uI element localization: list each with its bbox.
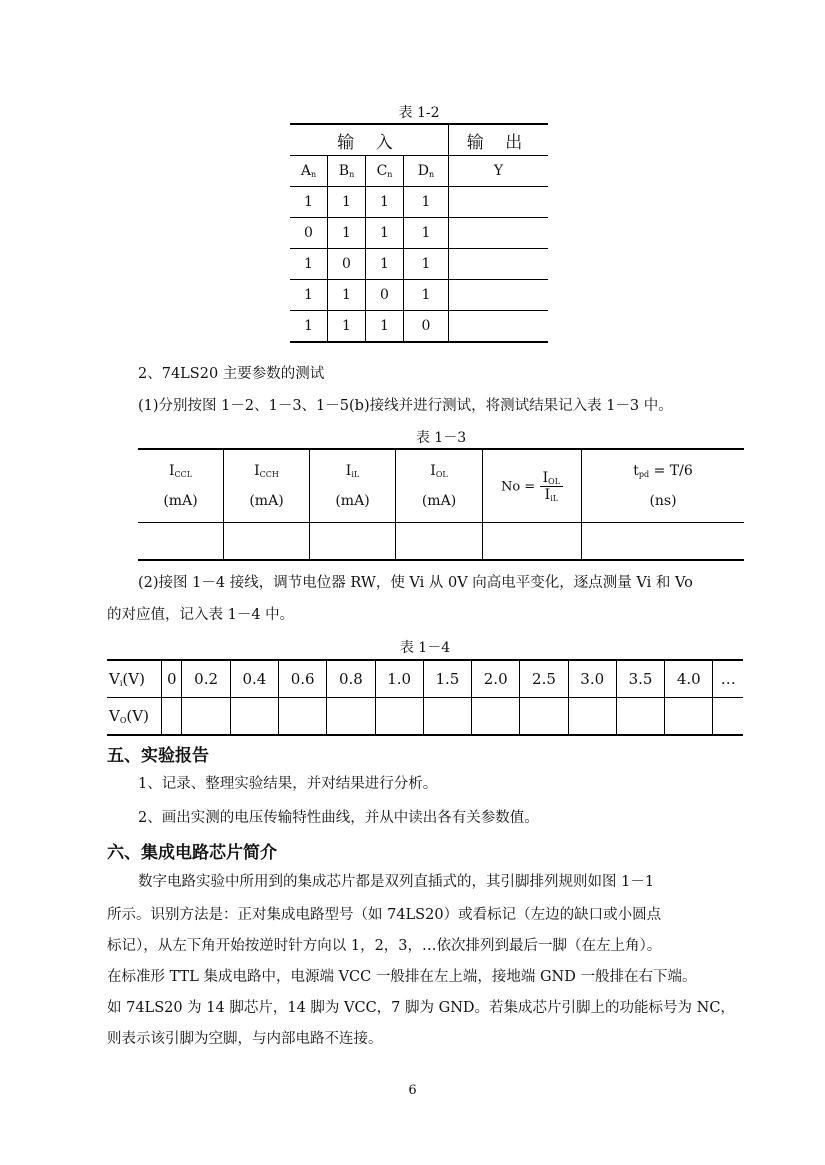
cell: 2.0	[472, 660, 520, 698]
empty-cell	[449, 311, 549, 343]
empty-cell	[520, 698, 568, 736]
iccl-header: $I_{CCL}$ (mA)	[138, 449, 224, 523]
input-header: 输 入	[290, 124, 449, 156]
empty-cell	[375, 698, 423, 736]
table-row	[138, 523, 744, 561]
cell: 0.2	[182, 660, 230, 698]
paragraph-2-line-2: 的对应值，记入表 1－4 中。	[107, 607, 295, 623]
page-number: 6	[408, 1083, 417, 1098]
empty-cell	[423, 698, 471, 736]
section-6-line-1: 数字电路实验中所用到的集成芯片都是双列直插式的，其引脚排列规则如图 1－1	[138, 874, 655, 890]
table-row	[107, 660, 743, 698]
cell: 1.0	[375, 660, 423, 698]
cell: 3.0	[568, 660, 616, 698]
empty-cell	[713, 698, 743, 736]
table-row	[290, 311, 548, 343]
cell: 1	[290, 280, 328, 311]
cell: …	[713, 660, 743, 698]
cell: 0	[366, 280, 404, 311]
table-1-3-caption: 表 1－3	[415, 430, 467, 446]
empty-cell	[449, 249, 549, 280]
col-b-header: $B_n$	[328, 156, 366, 187]
iil-header: $I_{iL}$ (mA)	[310, 449, 396, 523]
empty-cell	[310, 523, 396, 561]
empty-cell	[568, 698, 616, 736]
table-row	[290, 218, 548, 249]
section-2-title: 2、74LS20 主要参数的测试	[138, 366, 325, 382]
cell: 1	[404, 249, 449, 280]
table-1-4-caption: 表 1－4	[399, 640, 451, 656]
cell: 1	[366, 311, 404, 343]
col-c-header: $C_n$	[366, 156, 404, 187]
vi-label: $V_i(V)$	[107, 660, 162, 698]
paragraph-1: (1)分别按图 1－2、1－3、1－5(b)接线并进行测试，将测试结果记入表 1－3 中。	[138, 398, 673, 414]
cell: 1	[328, 187, 366, 218]
cell: 1	[290, 249, 328, 280]
cell: 0.8	[327, 660, 375, 698]
empty-cell	[224, 523, 310, 561]
col-d-header: $D_n$	[404, 156, 449, 187]
section-5-item-2: 2、画出实测的电压传输特性曲线，并从中读出各有关参数值。	[138, 810, 539, 826]
section-6-line-5: 如 74LS20 为 14 脚芯片，14 脚为 VCC，7 脚为 GND。若集成芯片引脚上的功能标号为 NC，	[107, 1000, 735, 1016]
paragraph-2-line-1: (2)接图 1－4 接线，调节电位器 RW，使 Vi 从 0V 向高电平变化，逐点测量 Vi 和 Vo	[138, 575, 693, 591]
cell: 0.6	[279, 660, 327, 698]
cell: 0	[290, 218, 328, 249]
vo-label: $V_O(V)$	[107, 698, 162, 736]
cell: 2.5	[520, 660, 568, 698]
section-5-item-1: 1、记录、整理实验结果，并对结果进行分析。	[138, 776, 438, 792]
table-1-2-caption: 表 1-2	[398, 105, 440, 121]
cell: 1	[328, 311, 366, 343]
cell: 4.0	[665, 660, 713, 698]
table-row	[107, 698, 743, 736]
fanout-fraction: $\frac{I_{OL}}{I_{iL}}$	[540, 470, 563, 503]
section-5-title: 五、实验报告	[107, 746, 209, 766]
table-row	[290, 187, 548, 218]
empty-cell	[449, 280, 549, 311]
cell: 0	[328, 249, 366, 280]
tpd-header: $t_{pd} = T/6$ (ns)	[582, 449, 745, 523]
cell: 0.4	[230, 660, 278, 698]
cell: 1	[366, 218, 404, 249]
empty-cell	[279, 698, 327, 736]
cell: 1.5	[423, 660, 471, 698]
empty-cell	[182, 698, 230, 736]
cell: 1	[290, 187, 328, 218]
cell: 0	[162, 660, 182, 698]
fanout-header: No = $\frac{I_{OL}}{I_{iL}}$	[483, 449, 582, 523]
section-6-line-6: 则表示该引脚为空脚，与内部电路不连接。	[107, 1031, 383, 1047]
section-6-line-2: 所示。识别方法是：正对集成电路型号（如 74LS20）或看标记（左边的缺口或小圆点	[107, 907, 662, 923]
cell: 1	[404, 187, 449, 218]
cell: 1	[404, 218, 449, 249]
cell: 1	[290, 311, 328, 343]
empty-cell	[472, 698, 520, 736]
section-6-title: 六、集成电路芯片简介	[107, 843, 277, 863]
table-row	[290, 280, 548, 311]
cell: 3.5	[616, 660, 664, 698]
table-row	[290, 249, 548, 280]
cell: 1	[328, 218, 366, 249]
empty-cell	[162, 698, 182, 736]
empty-cell	[616, 698, 664, 736]
empty-cell	[449, 187, 549, 218]
empty-cell	[327, 698, 375, 736]
cell: 1	[328, 280, 366, 311]
cell: 0	[404, 311, 449, 343]
empty-cell	[138, 523, 224, 561]
empty-cell	[483, 523, 582, 561]
output-header: 输 出	[449, 124, 549, 156]
cell: 1	[366, 249, 404, 280]
cell: 1	[366, 187, 404, 218]
col-y-header: Y	[449, 156, 549, 187]
empty-cell	[396, 523, 483, 561]
table-1-2	[290, 123, 548, 343]
icch-header: $I_{CCH}$ (mA)	[224, 449, 310, 523]
empty-cell	[230, 698, 278, 736]
cell: 1	[404, 280, 449, 311]
iol-header: $I_{OL}$ (mA)	[396, 449, 483, 523]
col-a-header: $A_n$	[290, 156, 328, 187]
section-6-line-3: 标记），从左下角开始按逆时针方向以 1，2，3，…依次排列到最后一脚（在左上角）。	[107, 938, 662, 954]
empty-cell	[449, 218, 549, 249]
empty-cell	[582, 523, 745, 561]
table-1-4	[107, 659, 743, 736]
section-6-line-4: 在标准形 TTL 集成电路中，电源端 VCC 一般排在左上端，接地端 GND 一般排在右下端。	[107, 969, 697, 985]
empty-cell	[665, 698, 713, 736]
table-1-3	[138, 448, 744, 561]
